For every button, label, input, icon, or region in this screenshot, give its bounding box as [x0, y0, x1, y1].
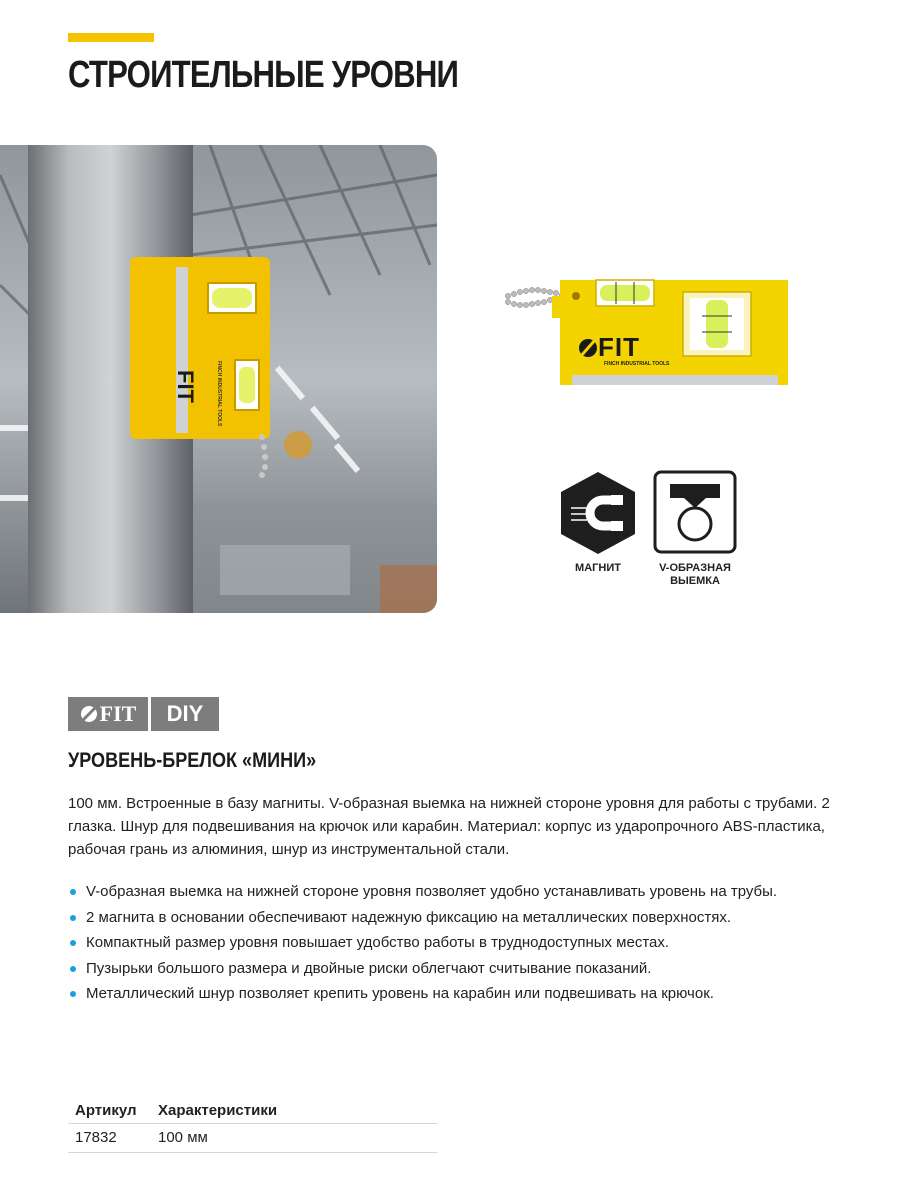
feature-item: 2 магнита в основании обеспечивают надежную фиксацию на металлических поверхностях. [68, 907, 777, 933]
spec-cell-characteristics: 100 мм [144, 1123, 437, 1152]
product-image [500, 270, 800, 400]
spec-header-characteristics: Характеристики [158, 1101, 278, 1119]
product-title: УРОВЕНЬ-БРЕЛОК «МИНИ» [68, 749, 317, 772]
photo-level-subtext: FINCH INDUSTRIAL TOOLS [216, 361, 222, 427]
v-groove-icon [650, 470, 740, 556]
brand-fit-logo [68, 697, 148, 731]
magnet-icon [553, 470, 643, 556]
table-row [68, 1123, 437, 1152]
feature-item: Пузырьки большого размера и двойные риски облегчают считывание показаний. [68, 958, 777, 984]
feature-item: Металлический шнур позволяет крепить уровень на карабин или подвешивать на крючок. [68, 983, 777, 1009]
magnet-badge-label: МАГНИТ [575, 562, 621, 574]
product-description: 100 мм. Встроенные в базу магниты. V-образная выемка на нижней стороне уровня для работы с трубами. 2 глазка. Шнур для подвешивания на крючок или карабин. Материал: корпус из ударопрочного ABS-пластика, рабочая грань из алюминия, шнур из инструментальной стали. [68, 795, 830, 858]
spec-table [68, 1098, 437, 1153]
product-photo [0, 145, 437, 613]
spec-table-header-row [68, 1098, 437, 1123]
spec-cell-article: 17832 [68, 1123, 144, 1152]
page-title: СТРОИТЕЛЬНЫЕ УРОВНИ [68, 54, 459, 96]
feature-item: V-образная выемка на нижней стороне уровня позволяет удобно устанавливать уровень на трубы. [68, 881, 777, 907]
photo-level-logo: FIT [173, 370, 198, 403]
fit-logo-mark-icon [80, 705, 98, 723]
brand-row [68, 697, 219, 731]
brand-diy-tag: DIY [151, 697, 219, 731]
feature-item: Компактный размер уровня повышает удобство работы в труднодоступных местах. [68, 932, 777, 958]
v-groove-badge-label: V-ОБРАЗНАЯ ВЫЕМКА [659, 562, 731, 587]
product-logo-subtext: FINCH INDUSTRIAL TOOLS [604, 361, 670, 367]
brand-fit-text: FIT [99, 701, 137, 726]
title-accent-bar [68, 33, 154, 42]
product-logo: FIT [598, 332, 640, 362]
feature-list [68, 881, 777, 1009]
spec-header-article: Артикул [75, 1101, 137, 1119]
v-groove-badge [650, 470, 740, 590]
magnet-badge [553, 470, 643, 590]
